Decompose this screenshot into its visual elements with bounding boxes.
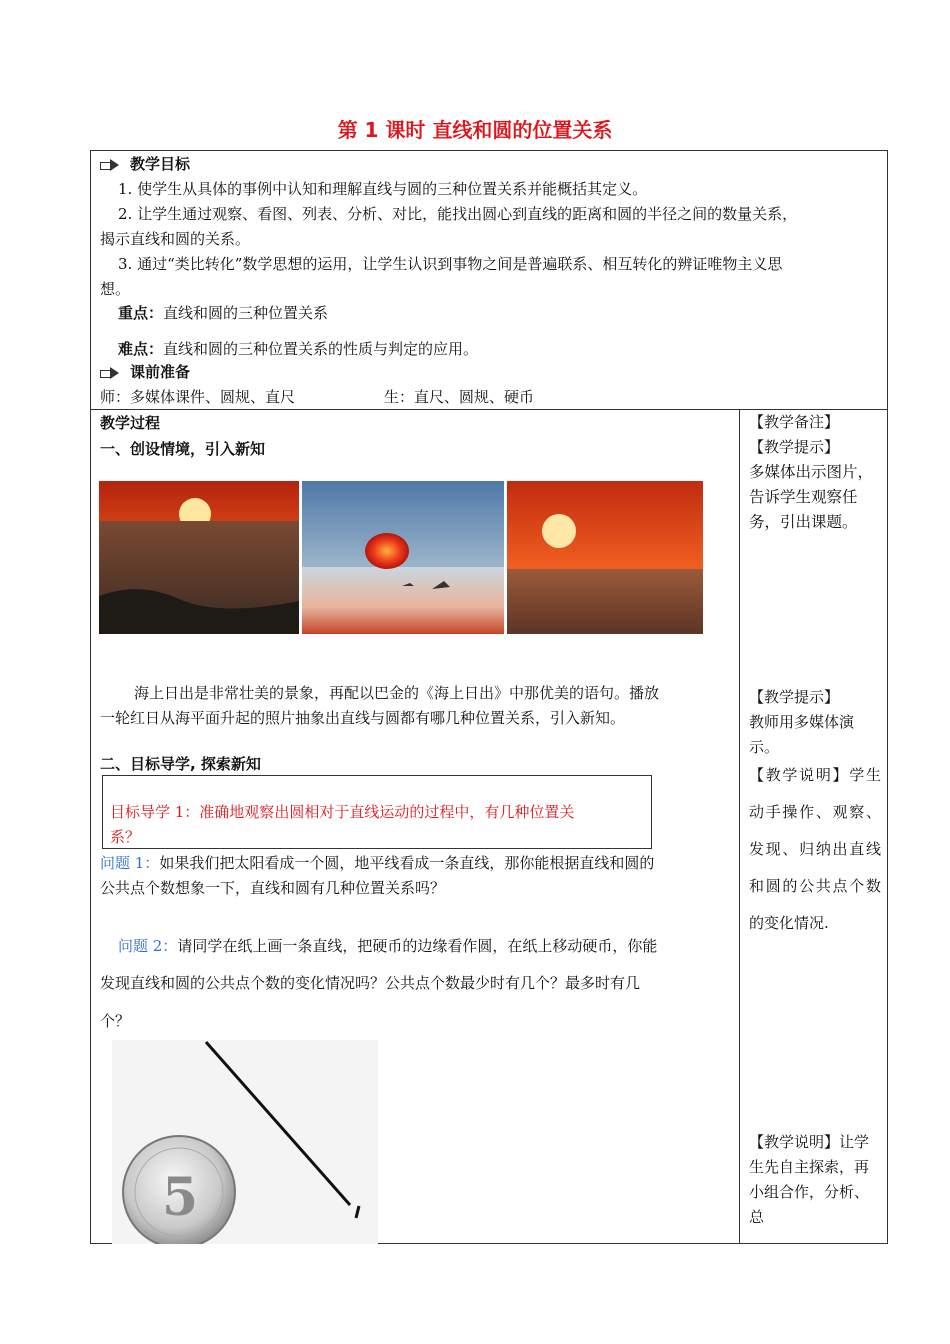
side-explain-1: 【教学说明】学生动手操作、观察、发现、归纳出直线和圆的公共点个数的变化情况. [749, 766, 881, 932]
para-1-line-2: 一轮红日从海平面升起的照片抽象出直线与圆都有哪几种位置关系，引入新知。 [100, 709, 626, 727]
difficulty-point: 难点：直线和圆的三种位置关系的性质与判定的应用。 [118, 340, 479, 358]
goal-line-2: 系？ [110, 828, 141, 846]
section-2-heading: 二、目标导学, 探索新知 [100, 755, 261, 773]
prep-student: 生：直尺、圆规、硬币 [384, 388, 535, 406]
objective-2-cont: 揭示直线和圆的关系。 [100, 230, 251, 248]
side-tip-1-text: 多媒体出示图片，告诉学生观察任务，引出课题。 [749, 463, 874, 531]
side-tip-1-header: 【教学提示】 [749, 438, 840, 456]
question-2: 问题 2：请同学在纸上画一条直线，把硬币的边缘看作圆，在纸上移动硬币，你能 [118, 937, 658, 955]
coin-line-diagram [112, 1040, 378, 1244]
para-1-line-1: 海上日出是非常壮美的景象，再配以巴金的《海上日出》中那优美的语句。播放 [134, 684, 660, 702]
line-end-mark [356, 1206, 359, 1218]
side-tip-2-header: 【教学提示】 [749, 688, 840, 706]
question-1-cont: 公共点个数想象一下，直线和圆有几种位置关系吗？ [100, 879, 446, 897]
sunrise-photo-3 [507, 481, 703, 634]
objectives-heading: 教学目标 [100, 151, 190, 177]
side-explain-2: 【教学说明】让学生先自主探索，再小组合作，分析、总 [749, 1133, 870, 1226]
prep-teacher: 师：多媒体课件、圆规、直尺 [100, 388, 296, 406]
goal-line-1: 目标导学 1：准确地观察出圆相对于直线运动的过程中，有几种位置关 [110, 803, 575, 821]
objective-2: 2. 让学生通过观察、看图、列表、分析、对比，能找出圆心到直线的距离和圆的半径之间的数量关系， [118, 205, 798, 223]
sunrise-photo-2 [302, 481, 504, 634]
section-1-heading: 一、创设情境，引入新知 [100, 440, 266, 458]
arrow-icon [100, 367, 120, 379]
question-2-cont-2: 个？ [100, 1012, 131, 1030]
process-heading: 教学过程 [100, 414, 161, 432]
side-note-header: 【教学备注】 [749, 413, 840, 431]
key-point: 重点：直线和圆的三种位置关系 [118, 304, 329, 322]
sunrise-photo-2-image [302, 481, 504, 634]
coin-line-image [112, 1040, 378, 1244]
sunrise-photo-1 [99, 481, 299, 634]
side-tip-2-text: 教师用多媒体演示。 [749, 713, 855, 756]
page-title: 第 1 课时 直线和圆的位置关系 [337, 118, 613, 142]
sunrise-photo-1-image [99, 481, 299, 634]
question-1: 问题 1：如果我们把太阳看成一个圆，地平线看成一条直线，那你能根据直线和圆的 [100, 854, 655, 872]
objective-3-cont: 想。 [100, 280, 131, 298]
svg-text:5: 5 [162, 1167, 199, 1228]
question-2-cont-1: 发现直线和圆的公共点个数的变化情况吗？公共点个数最少时有几个？最多时有几 [100, 974, 641, 992]
arrow-icon [100, 159, 120, 171]
objective-3: 3. 通过“类比转化”数学思想的运用，让学生认识到事物之间是普遍联系、相互转化的辨证唯物主义思 [118, 255, 783, 273]
objective-1: 1. 使学生从具体的事例中认知和理解直线与圆的三种位置关系并能概括其定义。 [118, 180, 648, 198]
sunrise-photo-3-image [507, 481, 703, 634]
column-divider [739, 410, 740, 1244]
prep-heading: 课前准备 [100, 359, 190, 385]
